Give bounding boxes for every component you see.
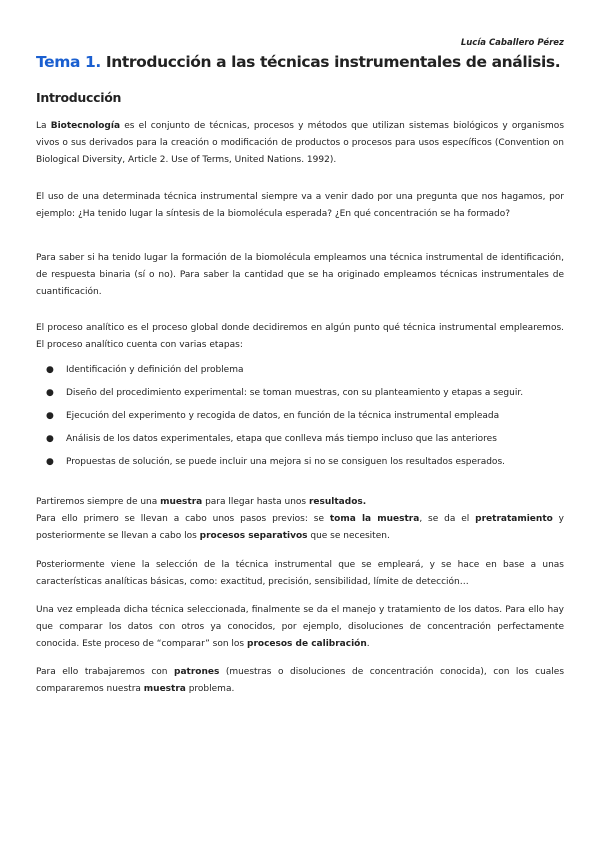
- list-item-text: Ejecución del experimento y recogida de datos, en función de la técnica instrumental empleada: [66, 411, 500, 421]
- list-item: [36, 385, 576, 408]
- p5-text-g: , se da el: [419, 514, 476, 524]
- paragraph-biotecnologia: [36, 118, 564, 169]
- list-item-text: Propuestas de solución, se puede incluir una mejora si no se consiguen los resultados esperados.: [66, 457, 505, 467]
- p7-bold-calibracion: procesos de calibración: [247, 639, 367, 649]
- p7-text-c: .: [366, 639, 370, 649]
- p8-text-a: Para ello trabajaremos con: [36, 667, 174, 677]
- p5-text-i: y posteriormente se llevan a cabo los: [36, 514, 565, 541]
- list-item: [36, 362, 576, 385]
- paragraph-uso-tecnica: El uso de una determinada técnica instrumental siempre va a venir dado por una pregunta que nos hagamos, por ejemplo: ¿Ha tenido lugar la síntesis de la biomolécula esperada? ¿En qué concentración se ha formado?: [36, 192, 564, 219]
- p1-text-c: es el conjunto de técnicas, procesos y métodos que utilizan sistemas biológicos y organismos vivos o sus derivados para la creación o modificación de productos o procesos para usos específicos (Convention on Biological Diversity, Article 2. Use of Terms, United Nations. 1992).: [36, 121, 565, 165]
- p8-bold-muestra: muestra: [143, 684, 186, 694]
- author-name: Lucía Caballero Pérez: [460, 38, 564, 48]
- p5-bold-muestra: muestra: [160, 497, 203, 507]
- list-item: [36, 408, 576, 431]
- list-item: [36, 431, 576, 454]
- page-title: [36, 53, 576, 71]
- p5-text-c: para llegar hasta unos: [202, 497, 309, 507]
- bullet-icon: ●: [46, 457, 54, 467]
- bullet-icon: ●: [46, 365, 54, 375]
- paragraph-identificacion: Para saber si ha tenido lugar la formación de la biomolécula empleamos una técnica instrumental de identificación, de respuesta binaria (sí o no). Para saber la cantidad que se ha originado empleamos técnicas instrumentales de cuantificación.: [36, 253, 564, 297]
- section-heading: Introducción: [36, 90, 122, 105]
- list-item: [36, 454, 576, 477]
- bullet-icon: ●: [46, 434, 54, 444]
- p5-text-e: Para ello primero se llevan a cabo unos pasos previos: se: [36, 514, 330, 524]
- paragraph-patrones: [36, 664, 564, 698]
- paragraph-calibracion: [36, 602, 564, 653]
- p5-bold-procesos: procesos separativos: [199, 531, 308, 541]
- p7-text-a: Una vez empleada dicha técnica seleccionada, finalmente se da el manejo y tratamiento de los datos. Para ello hay que comparar los datos con otros ya conocidos, por ejemplo, disoluciones de concentración perfectamente conocida. Este proceso de “comparar” son los: [36, 605, 564, 649]
- title-number: Tema 1.: [36, 53, 101, 71]
- bullet-icon: ●: [46, 388, 54, 398]
- list-item-text: Diseño del procedimiento experimental: se toman muestras, con su planteamiento y etapas a seguir.: [66, 388, 524, 398]
- list-item-text: Identificación y definición del problema: [66, 365, 244, 375]
- p8-bold-patrones: patrones: [174, 667, 220, 677]
- p5-bold-pretratamiento: pretratamiento: [475, 514, 553, 524]
- paragraph-seleccion: Posteriormente viene la selección de la técnica instrumental que se empleará, y se hace en base a unas características analíticas básicas, como: exactitud, precisión, sensibilidad, límite de detección…: [36, 560, 564, 587]
- paragraph-proceso-analitico: El proceso analítico es el proceso global donde decidiremos en algún punto qué técnica instrumental emplearemos. El proceso analítico cuenta con varias etapas:: [36, 323, 564, 350]
- etapas-list: [36, 362, 576, 477]
- p8-text-e: problema.: [185, 684, 235, 694]
- p5-text-a: Partiremos siempre de una: [36, 497, 161, 507]
- p8-text-c: (muestras o disoluciones de concentración conocida), con los cuales compararemos nuestra: [36, 667, 565, 694]
- paragraph-muestra: [36, 494, 564, 545]
- p5-bold-toma: toma la muestra: [329, 514, 420, 524]
- bullet-icon: ●: [46, 411, 54, 421]
- p5-text-k: que se necesiten.: [307, 531, 390, 541]
- p1-bold-biotecnologia: Biotecnología: [50, 121, 121, 131]
- list-item-text: Análisis de los datos experimentales, etapa que conlleva más tiempo incluso que las anteriores: [66, 434, 497, 444]
- title-text: Introducción a las técnicas instrumentales de análisis.: [100, 53, 561, 71]
- p1-text-a: La: [36, 121, 51, 131]
- p5-bold-resultados: resultados.: [308, 497, 367, 507]
